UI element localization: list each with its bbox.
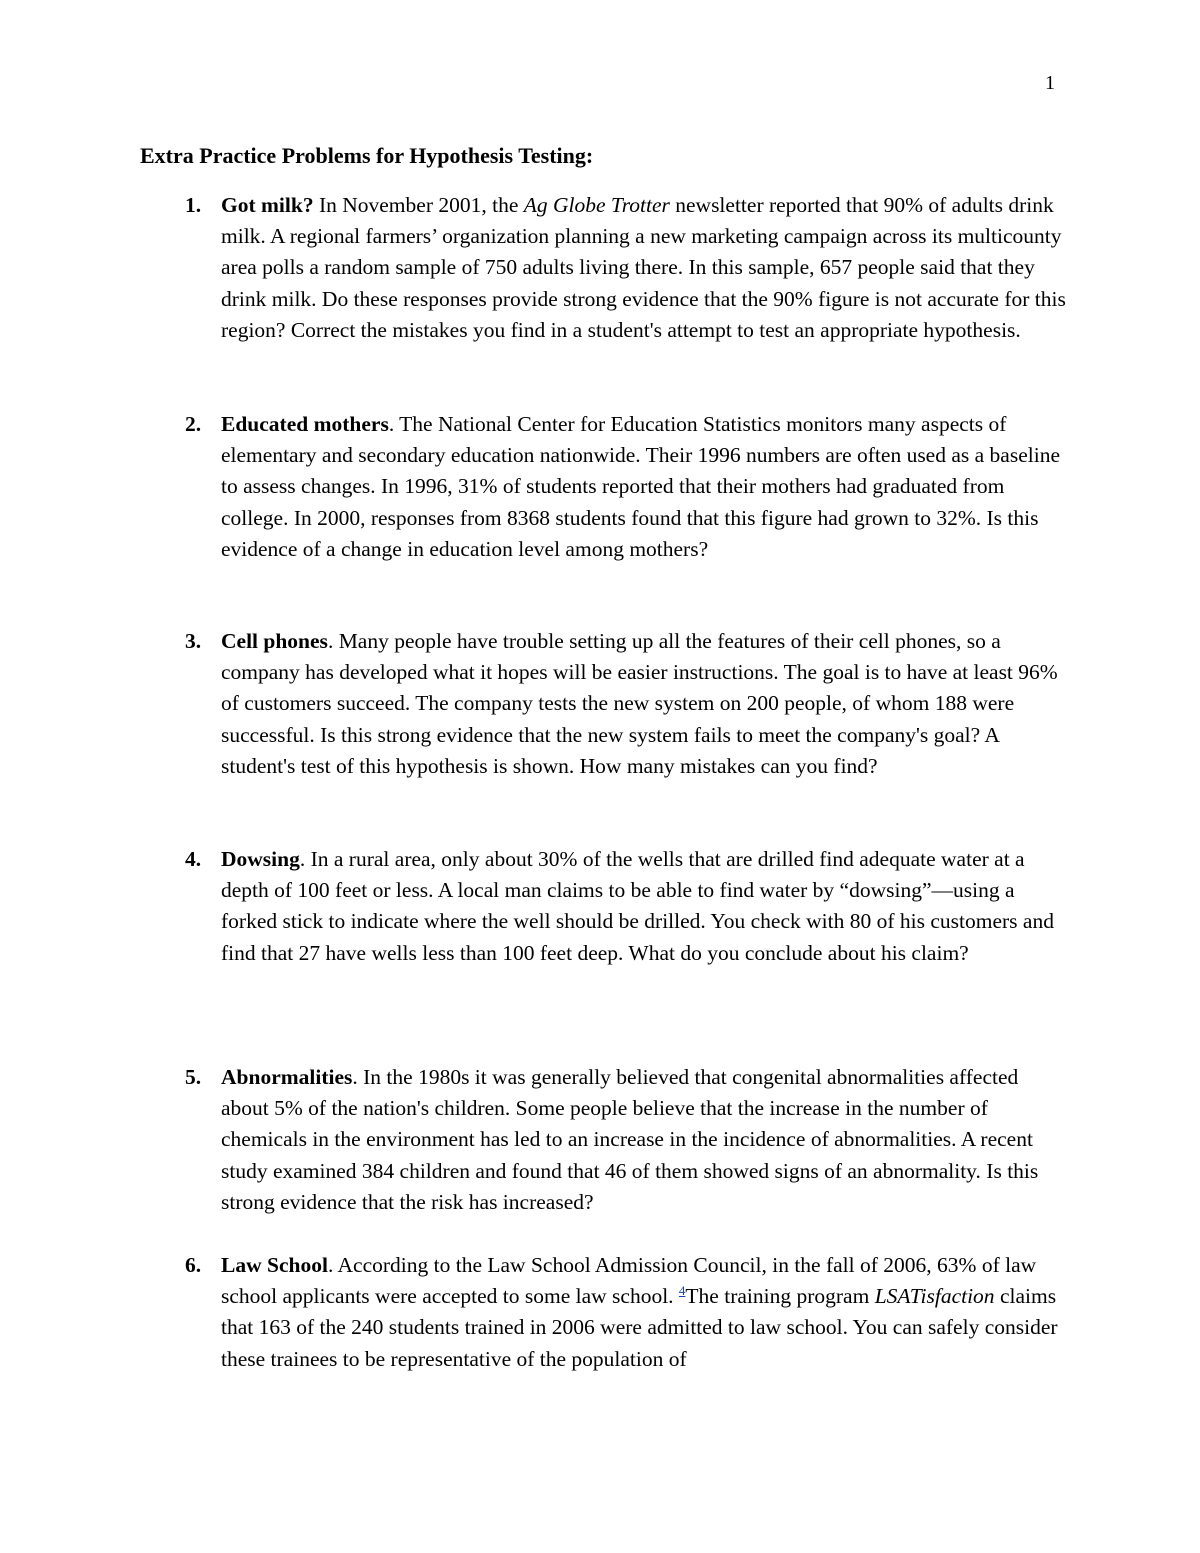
problem-5 <box>140 1062 1070 1218</box>
problem-3 <box>140 626 1070 782</box>
problem-number: 1. <box>185 193 202 217</box>
footnote-link[interactable]: 4 <box>678 1283 686 1299</box>
problem-name: Got milk? <box>221 193 314 217</box>
problem-italic: Ag Globe Trotter <box>523 193 670 217</box>
problem-number: 4. <box>185 847 202 871</box>
page-title: Extra Practice Problems for Hypothesis Testing: <box>140 143 594 168</box>
problem-6 <box>140 1250 1070 1375</box>
problem-number: 5. <box>185 1065 202 1089</box>
problem-name: Educated mothers <box>221 412 389 436</box>
problem-name: Dowsing <box>221 847 300 871</box>
problem-text: . In a rural area, only about 30% of the wells that are drilled find adequate water at a depth of 100 feet or less. A local man claims to be able to find water by “dowsing”—using a forked stick to indicate where the well should be drilled. You check with 80 of his customers and find that 27 have wells less than 100 feet deep. What do you conclude about his claim? <box>221 847 1054 965</box>
problem-text: . In the 1980s it was generally believed that congenital abnormalities affected about 5% of the nation's children. Some people believe that the increase in the number of chemicals in the environment has led to an increase in the incidence of abnormalities. A recent study examined 384 children and found that 46 of them showed signs of an abnormality. Is this strong evidence that the risk has increased? <box>221 1065 1039 1214</box>
problem-2 <box>140 409 1070 565</box>
problem-name: Abnormalities <box>221 1065 353 1089</box>
problem-text: The training program <box>685 1284 875 1309</box>
page-number: 1 <box>1045 72 1055 94</box>
problem-text: In November 2001, the <box>313 193 524 217</box>
problem-number: 6. <box>185 1253 202 1277</box>
problem-text: . The National Center for Education Statistics monitors many aspects of elementary and secondary education nationwide. Their 1996 numbers are often used as a baseline to assess changes. In 1996, 31% of students reported that their mothers had graduated from college. In 2000, responses from 8368 students found that this figure had grown to 32%. Is this evidence of a change in education level among mothers? <box>221 412 1060 561</box>
problem-text: . According to the Law School Admission Council, in the fall of 2006, 63% of law school applicants were accepted to some law school. <box>221 1253 1037 1309</box>
problem-italic: LSATisfaction <box>874 1284 995 1309</box>
problem-number: 2. <box>185 412 202 436</box>
problem-text: claims that 163 of the 240 students trained in 2006 were admitted to law school. You can safely consider these trainees to be representative of the population of <box>221 1284 1058 1371</box>
problem-name: Law School <box>221 1253 328 1277</box>
problem-1 <box>140 190 1070 346</box>
problem-name: Cell phones <box>221 629 328 653</box>
problem-4 <box>140 844 1070 969</box>
problem-text: . Many people have trouble setting up all the features of their cell phones, so a company has developed what it hopes will be easier instructions. The goal is to have at least 96% of customers succeed. The company tests the new system on 200 people, of whom 188 were successful. Is this strong evidence that the new system fails to meet the company's goal? A student's test of this hypothesis is shown. How many mistakes can you find? <box>221 629 1058 778</box>
problem-number: 3. <box>185 629 202 653</box>
problem-text: newsletter reported that 90% of adults drink milk. A regional farmers’ organization planning a new marketing campaign across its multicounty area polls a random sample of 750 adults living there. In this sample, 657 people said that they drink milk. Do these responses provide strong evidence that the 90% figure is not accurate for this region? Correct the mistakes you find in a student's attempt to test an appropriate hypothesis. <box>221 193 1066 342</box>
